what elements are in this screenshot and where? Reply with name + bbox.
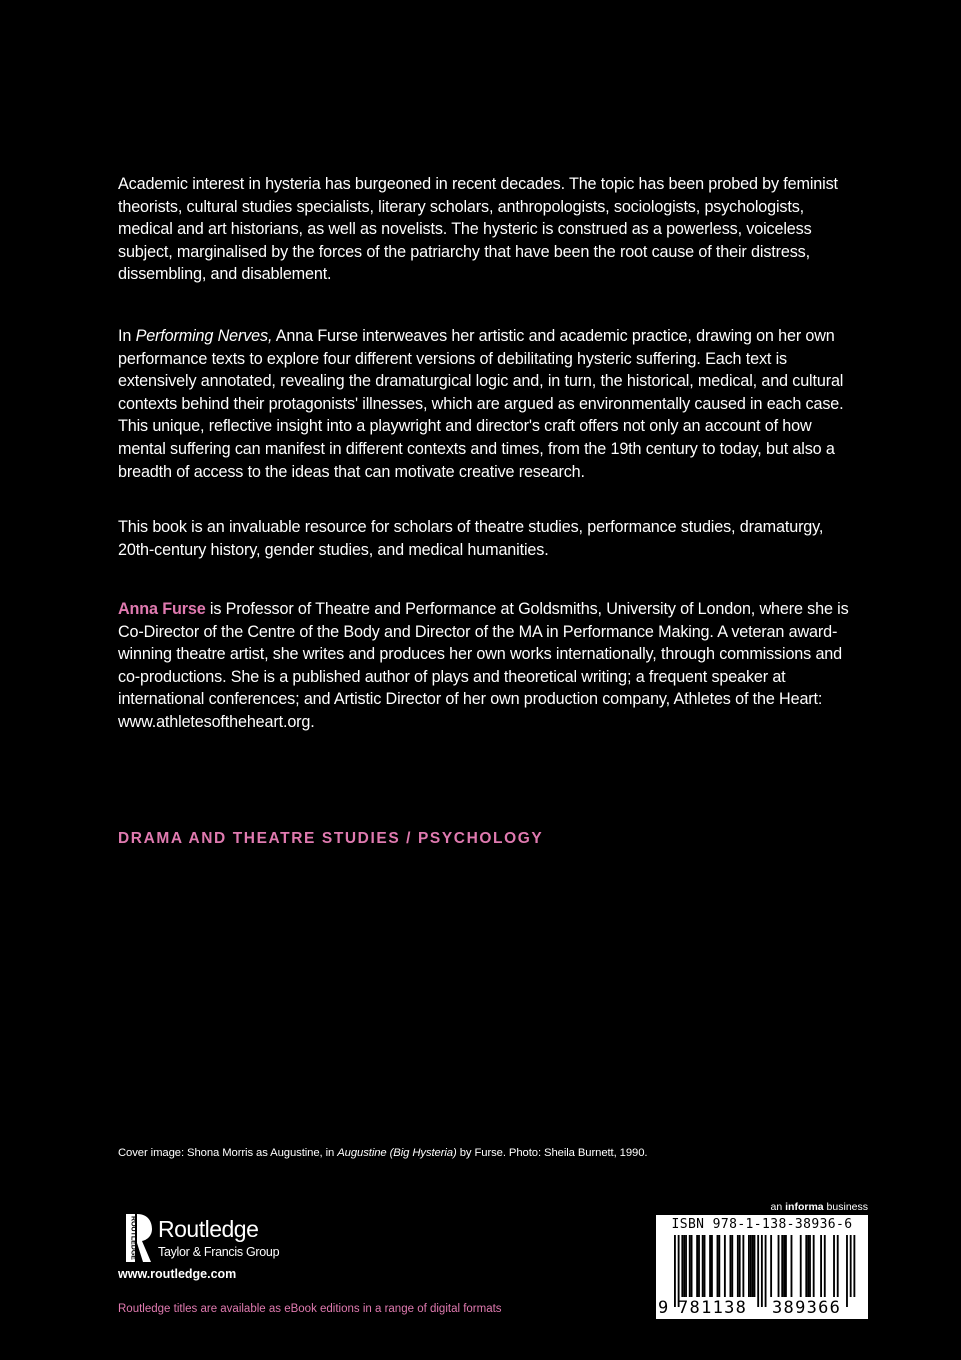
paragraph-2-prefix: In: [118, 327, 136, 345]
barcode-bar: [752, 1235, 754, 1297]
barcode-first-digit: 9: [658, 1298, 669, 1318]
barcode-bar: [833, 1235, 835, 1297]
barcode-bar: [754, 1235, 756, 1297]
author-bio-text: is Professor of Theatre and Performance at Goldsmiths, University of London, where she is Co-Director of the Centre of the Body and Director of the MA in Performance Making. A veteran award-winning theatre artist, she writes and produces her own works internationally, through commissions and co-productions. She is a published author of plays and theoretical writing; a frequent speaker at international conferences; and Artistic Director of her own production company, Athletes of the Heart: www.athletesoftheheart.org.: [118, 600, 849, 731]
informa-prefix: an: [770, 1201, 786, 1213]
barcode-bar: [724, 1235, 726, 1297]
cover-credit-title: Augustine (Big Hysteria): [337, 1147, 457, 1159]
barcode-bar: [711, 1235, 713, 1297]
publisher-name: Routledge: [158, 1216, 259, 1242]
barcode-digits: [656, 1298, 868, 1318]
barcode-bar: [742, 1235, 744, 1297]
cover-image-credit: [118, 1147, 647, 1159]
barcode-bar: [748, 1235, 750, 1297]
barcode-bar: [739, 1235, 741, 1297]
barcode-bar: [765, 1235, 767, 1307]
publisher-group: Taylor & Francis Group: [158, 1245, 280, 1259]
barcode-bar: [783, 1235, 785, 1297]
barcode-bar: [683, 1235, 685, 1297]
informa-bold: informa: [785, 1201, 824, 1213]
barcode-bar: [791, 1235, 793, 1297]
barcode-bar: [696, 1235, 698, 1297]
barcode-bar: [737, 1235, 739, 1297]
cover-credit-prefix: Cover image: Shona Morris as Augustine, in: [118, 1147, 338, 1159]
barcode-bar: [820, 1235, 822, 1297]
barcode-bar: [678, 1235, 680, 1307]
barcode-bar: [807, 1235, 809, 1297]
barcode-bar: [689, 1235, 691, 1297]
isbn-barcode: [656, 1215, 868, 1319]
informa-business-label: [760, 1201, 868, 1213]
barcode-bar: [781, 1235, 783, 1297]
isbn-label: ISBN 978-1-138-38936-6: [671, 1217, 853, 1232]
audience-paragraph: This book is an invaluable resource for scholars of theatre studies, performance studies, dramaturgy, 20th-century history, gender studies, and medical humanities.: [118, 518, 824, 559]
barcode-bar: [813, 1235, 815, 1297]
barcode-bar: [800, 1235, 802, 1297]
barcode-bar: [685, 1235, 687, 1297]
barcode-bar: [853, 1235, 855, 1297]
subject-category: DRAMA AND THEATRE STUDIES / PSYCHOLOGY: [118, 830, 544, 847]
barcode-bar: [761, 1235, 763, 1307]
paragraph-2-body: Anna Furse interweaves her artistic and academic practice, drawing on her own performance texts to explore four different versions of debilitating hysteric suffering. Each text is extensively annotated, revealing the dramaturgical logic and, in turn, the historical, medical, and cultural contexts behind their protagonists' illnesses, which are argued as environmentally caused in each case. This unique, reflective insight into a playwright and director's craft offers not only an account of how mental suffering can manifest in different contexts and times, from the 19th century to today, but also a breadth of access to the ideas that can motivate creative research.: [118, 327, 844, 481]
publisher-url: www.routledge.com: [118, 1267, 237, 1281]
book-title-italic: Performing Nerves,: [135, 327, 273, 345]
barcode-bar: [717, 1235, 719, 1297]
barcode-bar: [674, 1235, 676, 1307]
barcode-bar: [750, 1235, 752, 1297]
cover-credit-suffix: by Furse. Photo: Sheila Burnett, 1990.: [456, 1147, 648, 1159]
barcode-bar: [757, 1235, 759, 1307]
barcode-right-digits: 389366: [772, 1298, 842, 1318]
barcode-bar: [698, 1235, 700, 1297]
ebook-note: Routledge titles are available as eBook editions in a range of digital formats: [118, 1303, 502, 1315]
barcode-bar: [824, 1235, 826, 1297]
barcode-bar: [730, 1235, 732, 1297]
author-bio-paragraph: [118, 598, 858, 734]
barcode-left-digits: 781138: [678, 1298, 748, 1318]
barcode-bar: [731, 1235, 733, 1297]
barcode-bar: [718, 1235, 720, 1297]
barcode-bar: [809, 1235, 811, 1297]
routledge-logo-icon: [118, 1213, 152, 1263]
description-paragraph-1: Academic interest in hysteria has burgeoned in recent decades. The topic has been probed by feminist theorists, cultural studies specialists, literary scholars, anthropologists, sociologists, psychologists, medical and art historians, as well as novelists. The hysteric is construed as a powerless, voiceless subject, marginalised by the forces of the patriarchy that have been the root cause of their distress, dissembling, and disablement.: [118, 175, 838, 284]
barcode-bar: [702, 1235, 704, 1297]
barcode-bar: [805, 1235, 807, 1297]
barcode-bar: [681, 1235, 683, 1297]
barcode-bar: [837, 1235, 839, 1297]
barcode-bar: [850, 1235, 852, 1297]
logo-vertical-text: ROUTLEDGE: [129, 1216, 137, 1260]
barcode-bar: [691, 1235, 693, 1297]
description-paragraph-2: [118, 325, 858, 483]
barcode-bar: [846, 1235, 848, 1307]
barcode-bar: [704, 1235, 706, 1297]
barcode-bar: [770, 1235, 772, 1297]
barcode-bar: [778, 1235, 780, 1297]
publisher-logo: [118, 1213, 318, 1263]
informa-suffix: business: [823, 1201, 868, 1213]
barcode-bar: [785, 1235, 787, 1297]
barcode-bar: [709, 1235, 711, 1297]
author-name: Anna Furse: [118, 600, 206, 618]
